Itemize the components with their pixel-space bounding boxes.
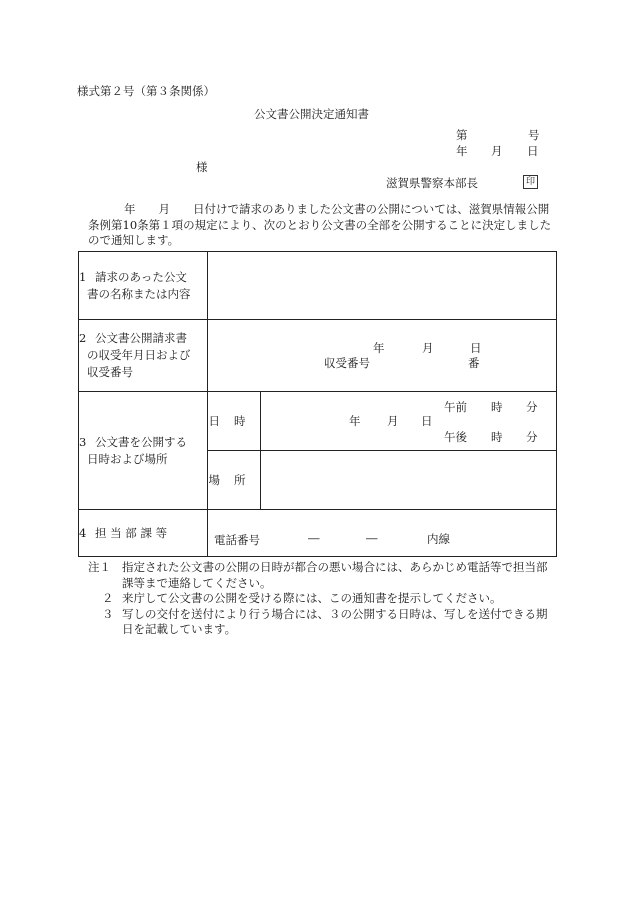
disclosure-form-table (78, 251, 557, 557)
open-day-label: 日 (421, 414, 433, 428)
receipt-field[interactable] (208, 320, 557, 392)
am-hour-label: 時 (491, 400, 503, 414)
date-month-label: 月 (491, 144, 503, 158)
receipt-year-label: 年 (373, 341, 385, 355)
pm-label: 午後 (444, 430, 467, 444)
note-text: 指定された公文書の公開の日時が都合の悪い場合には、あらかじめ電話等で担当部課等まで連絡してください。 (122, 560, 548, 590)
intro-paragraph: 年 月 日付けで請求のありました公文書の公開については、滋賀県情報公開条例第10条第１項の規定により、次のとおり公文書の全部を公開することに決定しましたので通知します。 (88, 202, 552, 247)
receipt-day-label: 日 (470, 341, 482, 355)
issuer-name: 滋賀県警察本部長 (386, 176, 478, 190)
table-row (79, 252, 557, 320)
receipt-number-suffix: 番 (468, 356, 480, 370)
pm-hour-label: 時 (491, 430, 503, 444)
doc-number-prefix: 第 (456, 128, 468, 142)
row2-label: 2 公文書公開請求書 の収受年月日および 収受番号 (79, 320, 208, 392)
list-item (88, 591, 558, 607)
seal-stamp: 印 (523, 175, 538, 189)
phone-separator-1: ― (308, 531, 320, 545)
document-name-field[interactable] (208, 252, 557, 320)
document-title: 公文書公開決定通知書 (254, 107, 369, 121)
note-mark: 注１ (88, 560, 111, 574)
notes-section (88, 560, 558, 638)
receipt-number-label: 収受番号 (324, 356, 370, 370)
date-day-label: 日 (527, 144, 539, 158)
note-text: 写しの交付を送付により行う場合には、３の公開する日時は、写しを送付できる期日を記載しています。 (122, 606, 548, 636)
place-label: 場所 (208, 451, 261, 510)
table-row (79, 320, 557, 392)
am-minute-label: 分 (526, 400, 538, 414)
contact-field[interactable] (208, 510, 557, 557)
datetime-field[interactable] (261, 392, 557, 451)
table-row (79, 510, 557, 557)
note-text: 来庁して公文書の公開を受ける際には、この通知書を提示してください。 (122, 591, 502, 605)
date-year-label: 年 (456, 144, 468, 158)
row1-label: 1 請求のあった公文 書の名称または内容 (79, 252, 208, 320)
place-field[interactable] (261, 451, 557, 510)
receipt-month-label: 月 (422, 341, 434, 355)
phone-separator-2: ― (366, 531, 378, 545)
note-mark: ２ (102, 591, 114, 605)
phone-label: 電話番号 (214, 533, 260, 547)
open-month-label: 月 (387, 414, 399, 428)
note-mark: ３ (102, 606, 114, 621)
pm-minute-label: 分 (526, 430, 538, 444)
datetime-label: 日時 (208, 392, 261, 451)
am-label: 午前 (444, 400, 467, 414)
row3-label: 3 公文書を公開する 日時および場所 (79, 392, 208, 510)
open-year-label: 年 (349, 414, 361, 428)
table-row (79, 392, 557, 451)
form-number: 様式第２号（第３条関係） (77, 84, 215, 98)
doc-number-suffix: 号 (528, 128, 540, 142)
addressee-suffix: 様 (196, 160, 208, 174)
list-item (88, 560, 558, 591)
row4-label: 4 担 当 部 課 等 (79, 510, 208, 557)
extension-label: 内線 (427, 532, 450, 546)
list-item (88, 607, 558, 638)
